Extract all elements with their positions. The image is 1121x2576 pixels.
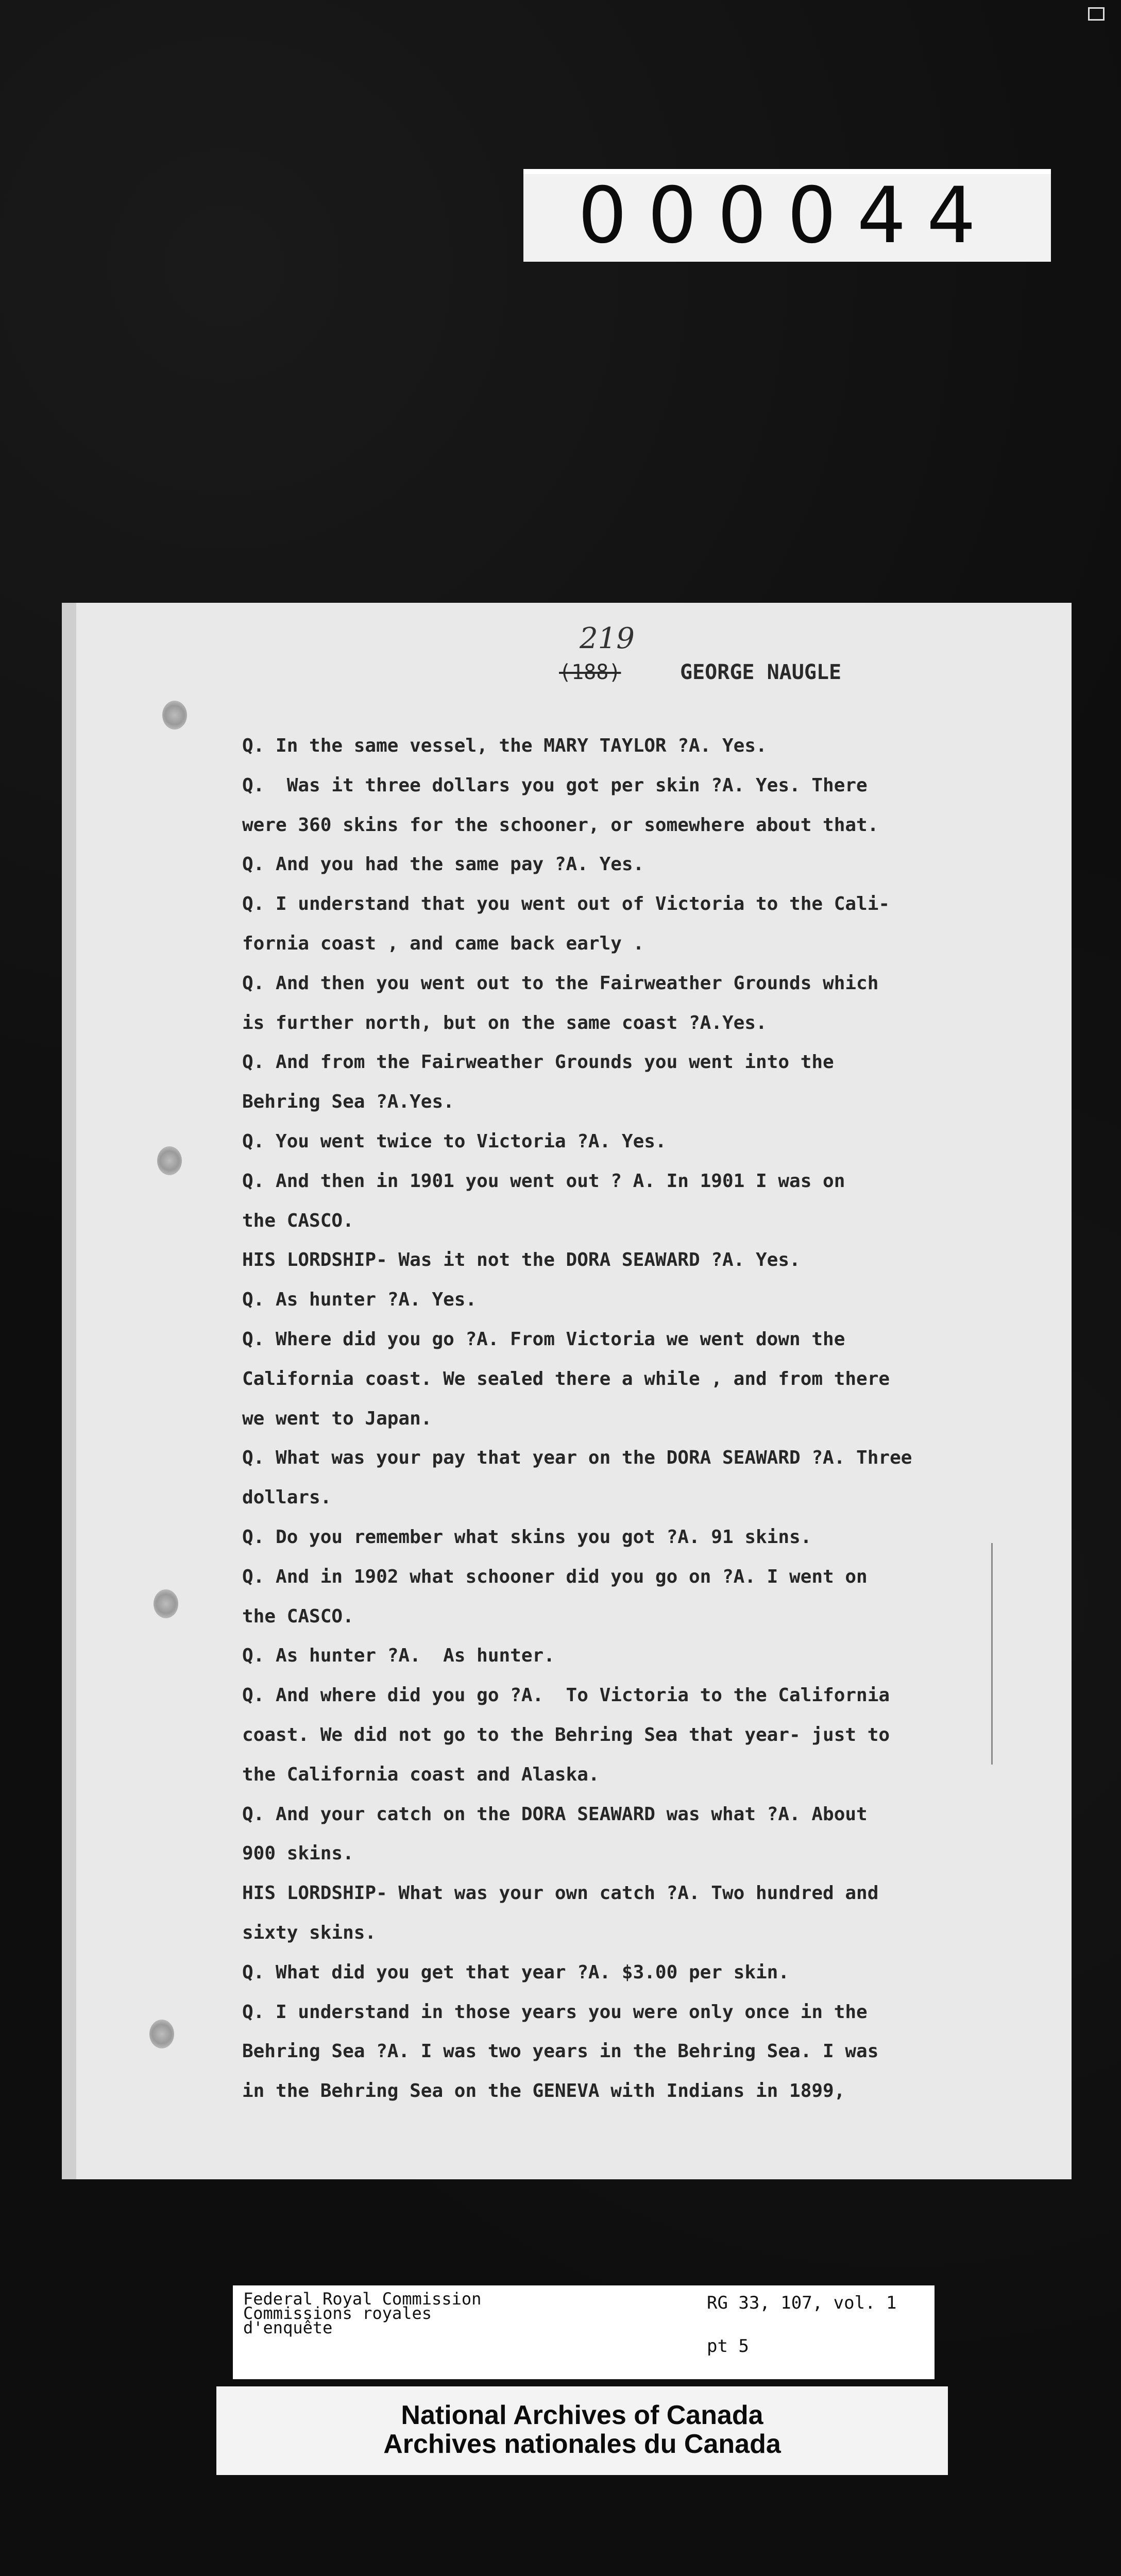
transcript-line: Q. I understand that you went out of Victoria to the Cali- <box>242 893 890 915</box>
transcript-line: Q. As hunter ?A. As hunter. <box>242 1645 555 1667</box>
transcript-line: in the Behring Sea on the GENEVA with Indians in 1899, <box>242 2080 845 2102</box>
transcript-line: sixty skins. <box>242 1922 377 1943</box>
transcript-line: HIS LORDSHIP- What was your own catch ?A. Two hundred and <box>242 1883 879 1904</box>
margin-pencil-line <box>991 1543 993 1765</box>
struck-page-number: (188) <box>559 660 621 684</box>
transcript-line: HIS LORDSHIP- Was it not the DORA SEAWARD ?A. Yes. <box>242 1249 801 1271</box>
punch-hole <box>162 701 187 730</box>
transcript-line: Q. And from the Fairweather Grounds you went into the <box>242 1052 834 1073</box>
label-line: Federal Royal Commission <box>243 2289 482 2309</box>
label-line: Commissions royales <box>243 2303 432 2323</box>
transcript-line: Q. I understand in those years you were only once in the <box>242 2001 868 2023</box>
record-group-reference: RG 33, 107, vol. 1 <box>707 2293 897 2313</box>
transcript-line: Q. Was it three dollars you got per skin ?A. Yes. There <box>242 774 868 796</box>
commission-label <box>243 2289 573 2337</box>
transcript-line: dollars. <box>242 1487 332 1509</box>
archives-name-english: National Archives of Canada <box>401 2400 763 2430</box>
catalog-label <box>233 2285 935 2379</box>
frame-number: 000044 <box>578 171 997 261</box>
transcript-line: Q. What did you get that year ?A. $3.00 per skin. <box>242 1961 790 1983</box>
label-line: d'enquête <box>243 2318 333 2337</box>
transcript-line: Q. And then in 1901 you went out ? A. In 1901 I was on <box>242 1170 845 1192</box>
transcript-line: Behring Sea ?A. I was two years in the Behring Sea. I was <box>242 2041 879 2062</box>
transcript-line: Q. Where did you go ?A. From Victoria we went down the <box>242 1328 845 1350</box>
transcript-line: were 360 skins for the schooner, or somewhere about that. <box>242 814 879 836</box>
transcript-line: fornia coast , and came back early . <box>242 933 644 954</box>
transcript-line: California coast. We sealed there a while , and from there <box>242 1368 890 1389</box>
transcript-line: Q. And you had the same pay ?A. Yes. <box>242 854 644 875</box>
punch-hole <box>157 1146 182 1175</box>
transcript-line: Q. And your catch on the DORA SEAWARD was what ?A. About <box>242 1803 868 1825</box>
transcript-line: is further north, but on the same coast ?A.Yes. <box>242 1012 767 1033</box>
transcript-line: Q. You went twice to Victoria ?A. Yes. <box>242 1130 667 1152</box>
transcript-line: Q. And in 1902 what schooner did you go on ?A. I went on <box>242 1566 868 1587</box>
transcript-line: coast. We did not go to the Behring Sea that year- just to <box>242 1724 890 1745</box>
transcript-line: Q. As hunter ?A. Yes. <box>242 1289 477 1311</box>
transcript-line: Q. And then you went out to the Fairweather Grounds which <box>242 972 879 994</box>
transcript-line: Behring Sea ?A.Yes. <box>242 1091 454 1113</box>
transcript-body <box>242 726 1005 2143</box>
frame-number-box <box>523 169 1051 262</box>
transcript-line: Q. Do you remember what skins you got ?A. 91 skins. <box>242 1526 812 1548</box>
transcript-line: the California coast and Alaska. <box>242 1764 600 1785</box>
transcript-line: the CASCO. <box>242 1605 354 1627</box>
transcript-line: Q. In the same vessel, the MARY TAYLOR ?A. Yes. <box>242 735 767 756</box>
punch-hole <box>149 2020 174 2048</box>
corner-marker <box>1088 7 1105 21</box>
punch-hole <box>154 1589 178 1618</box>
part-number: pt 5 <box>707 2336 749 2357</box>
page-header-name: GEORGE NAUGLE <box>680 660 842 684</box>
transcript-line: the CASCO. <box>242 1210 354 1231</box>
transcript-line: we went to Japan. <box>242 1408 432 1429</box>
transcript-line: 900 skins. <box>242 1843 354 1865</box>
transcript-line: Q. What was your pay that year on the DORA SEAWARD ?A. Three <box>242 1447 912 1469</box>
archives-banner <box>216 2386 948 2475</box>
archives-name-french: Archives nationales du Canada <box>383 2429 781 2459</box>
transcript-line: Q. And where did you go ?A. To Victoria to the California <box>242 1685 890 1706</box>
handwritten-page-number: 219 <box>580 622 635 655</box>
